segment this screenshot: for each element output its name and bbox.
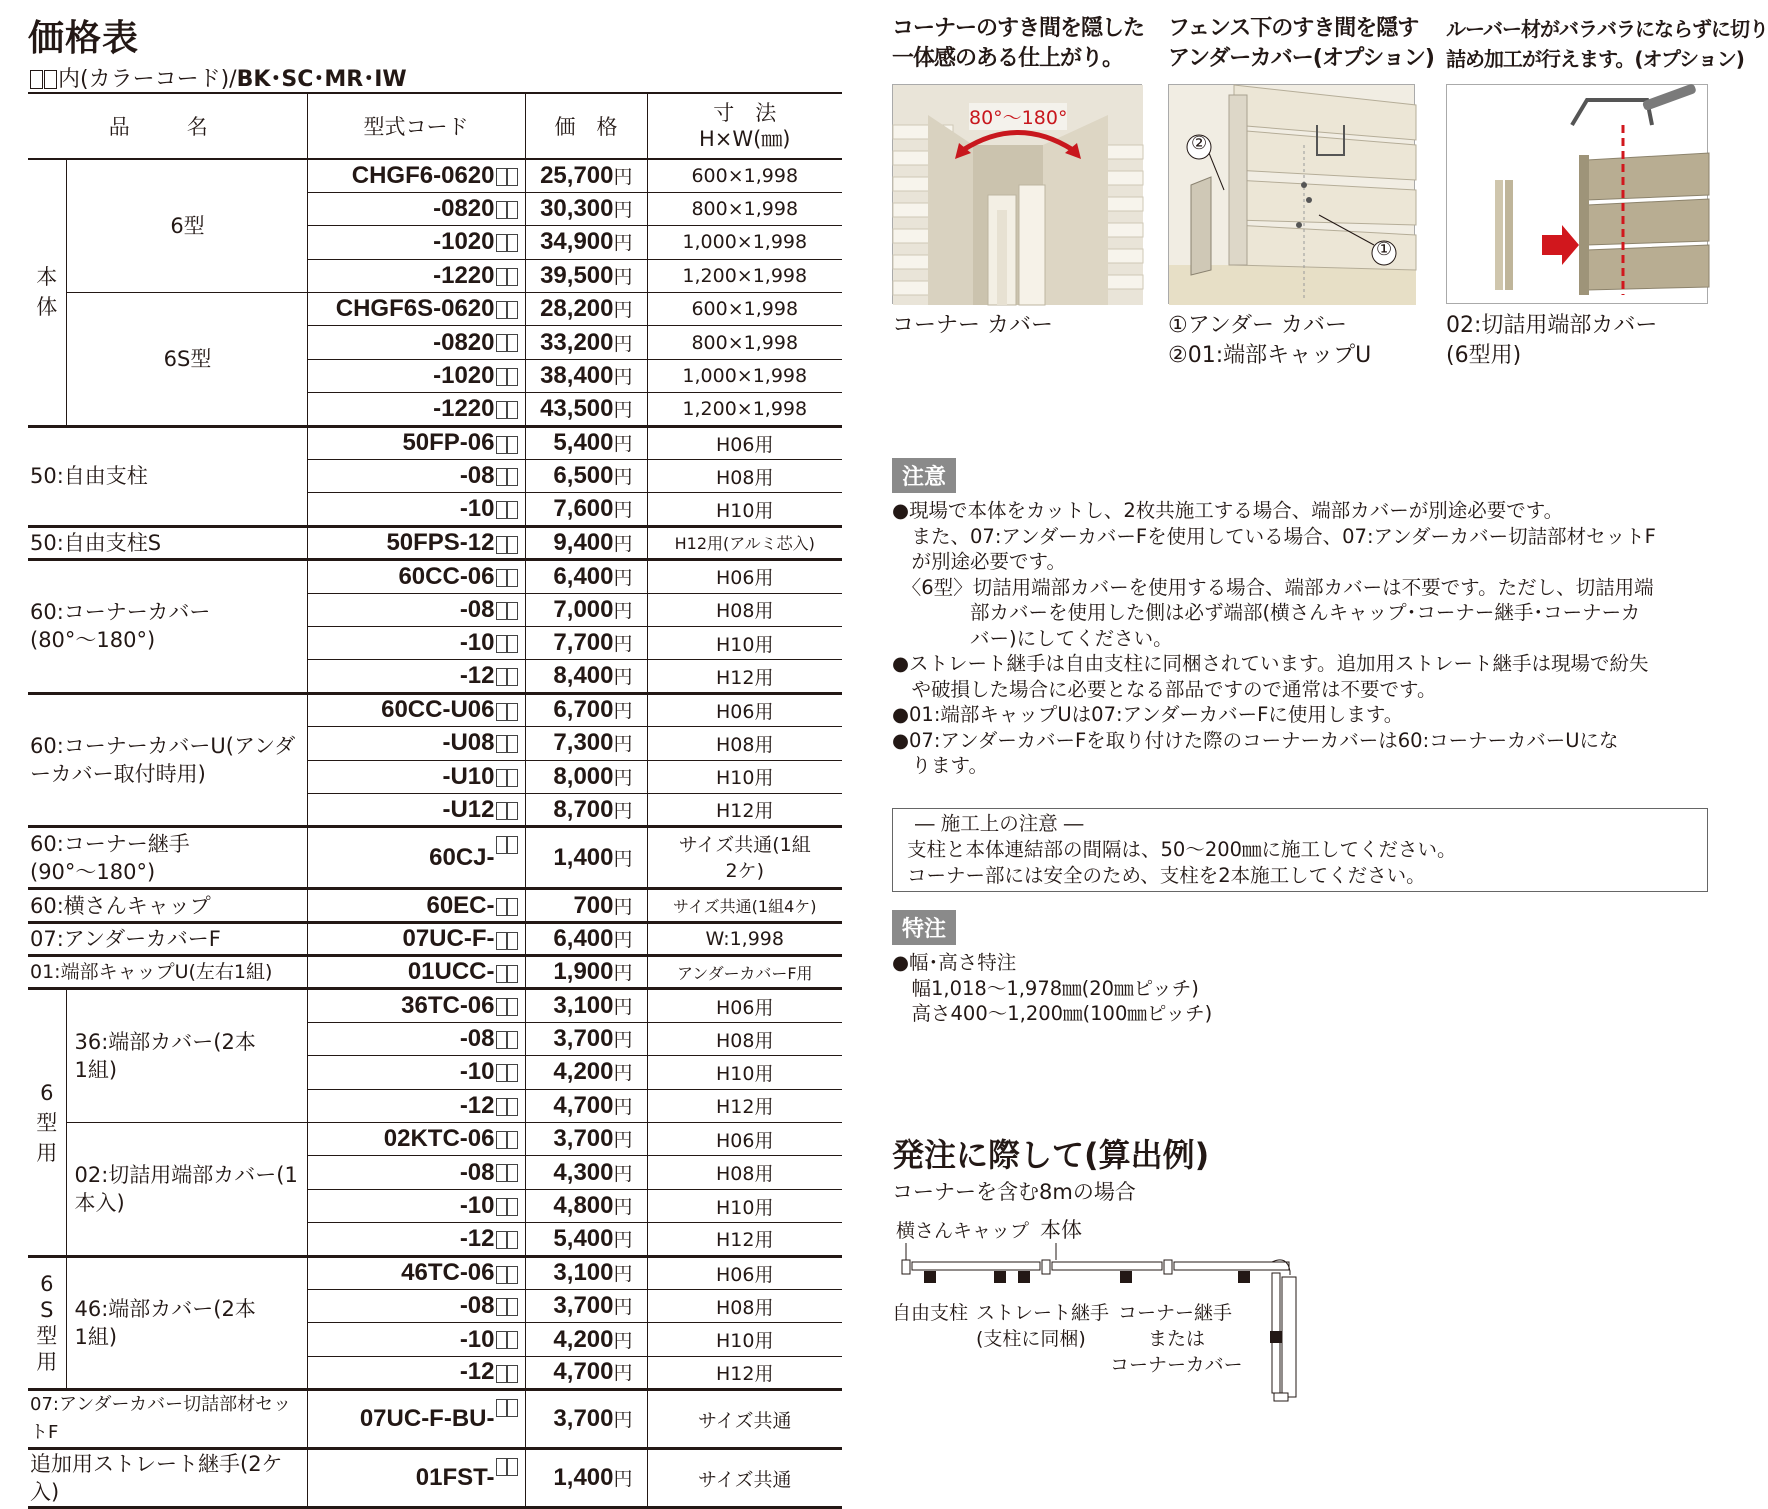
table-row: -10 4,800円 H10用 [28, 1189, 842, 1222]
table-row: -10 4,200円 H10用 [28, 1323, 842, 1356]
color-code-label: 内(カラーコード)/ [58, 67, 237, 92]
table-row: -U08 7,300円 H08用 [28, 727, 842, 760]
table-row: -10 7,700円 H10用 [28, 626, 842, 659]
table-row: -08 6,500円 H08用 [28, 460, 842, 493]
table-row: 02:切詰用端部カバー(1本入) 02KTC-06 3,700円 H06用 [28, 1123, 842, 1156]
label-corner-3: コーナーカバー [1110, 1354, 1243, 1376]
table-row: -0820 30,300円 800×1,998 [28, 192, 842, 225]
cut-cover-image [1446, 84, 1708, 304]
table-row: -1020 34,900円 1,000×1,998 [28, 226, 842, 259]
color-code-line [30, 62, 407, 93]
table-row: -08 3,700円 H08用 [28, 1290, 842, 1323]
caution-notes: ●現場で本体をカットし、2枚共施工する場合、端部カバーが別途必要です。 また、07:アンダーカバーFを使用している場合、07:アンダーカバー切詰部材セットF が別途必要です。 〈6型〉切詰用端部カバーを使用する場合、端部カバーは不要です。ただし、切詰用端 部カバーを使用した側は必ず端部(横さんキャップ･コーナー継手･コーナーカ バー)にしてください。 ●ストレート継手は自由支柱に同梱されています。追加用ストレート継手は現場で紛失 や破損した場合に必要となる部品ですので通常は不要です。 ●01:端部キャップUは07:アンダーカバーFに使用します。 ●07:アンダーカバーFを取り付けた際のコーナーカバーは60:コーナーカバーUにな ります。 [892, 499, 1656, 777]
callout-1: ① [1376, 239, 1393, 260]
type-6-label: 6型 [66, 159, 307, 293]
feature-corner-cover: コーナーのすき間を隠した 一体感のある仕上がり。 [892, 16, 1145, 71]
header-price: 価 格 [525, 93, 647, 159]
table-row: 07:アンダーカバーF 07UC-F- 6,400円 W:1,998 [28, 922, 842, 955]
table-row: 6S型 CHGF6S-0620 28,200円 600×1,998 [28, 293, 842, 326]
table-row: 60:コーナーカバーU(アンダーカバー取付時用) 60CC-U06 6,700円 H06用 [28, 693, 842, 726]
color-code-box [44, 70, 57, 89]
under-cover-caption-2: ②01:端部キャップU [1168, 343, 1372, 368]
label-body: 本体 [1040, 1218, 1082, 1242]
table-row: 50:自由支柱S 50FPS-12 9,400円 H12用(アルミ芯入) [28, 526, 842, 559]
table-row: 6型用 36:端部カバー(2本1組) 36TC-06 3,100円 H06用 [28, 989, 842, 1022]
table-row: -U12 8,700円 H12用 [28, 793, 842, 826]
table-row: 60:横さんキャップ 60EC- 700円 サイズ共通(1組4ケ) [28, 889, 842, 922]
table-row: 6S型用 46:端部カバー(2本1組) 46TC-06 3,100円 H06用 [28, 1256, 842, 1289]
table-row: -12 4,700円 H12用 [28, 1356, 842, 1389]
label-cap: 横さんキャップ [896, 1220, 1030, 1242]
callout-2: ② [1191, 133, 1208, 154]
label-straight-2: (支柱に同梱) [976, 1328, 1086, 1350]
table-row: 60:コーナー継手(90°〜180°) 60CJ- 1,400円 サイズ共通(1組2ケ) [28, 827, 842, 889]
table-header-row [28, 93, 842, 159]
under-cover-caption-1: ①アンダー カバー [1168, 313, 1347, 338]
cut-cover-caption-1: 02:切詰用端部カバー [1446, 313, 1658, 338]
header-name: 品 名 [28, 93, 307, 159]
feature-under-cover: フェンス下のすき間を隠す アンダーカバー(オプション) [1168, 16, 1434, 71]
corner-cover-image [892, 84, 1142, 304]
corner-cover-caption: コーナー カバー [892, 313, 1053, 338]
color-codes: BK･SC･MR･IW [236, 67, 407, 92]
table-row: -10 7,600円 H10用 [28, 493, 842, 526]
label-corner-1: コーナー継手 [1118, 1302, 1233, 1324]
table-row: 本体 6型 CHGF6-0620 25,700円 600×1,998 [28, 159, 842, 192]
table-row: 07:アンダーカバー切詰部材セットF 07UC-F-BU- 3,700円 サイズ共通 [28, 1390, 842, 1449]
label-corner-2: または [1148, 1328, 1206, 1350]
table-row: -0820 33,200円 800×1,998 [28, 326, 842, 359]
table-row: -12 5,400円 H12用 [28, 1223, 842, 1256]
special-notes: ●幅･高さ特注 幅1,018〜1,978㎜(20㎜ピッチ) 高さ400〜1,200㎜(100㎜ピッチ) [892, 951, 1213, 1025]
caution-tag: 注意 [892, 458, 956, 493]
cut-cover-caption-2: (6型用) [1446, 343, 1522, 368]
table-row: -12 4,700円 H12用 [28, 1089, 842, 1122]
label-straight-1: ストレート継手 [976, 1302, 1110, 1324]
header-size: 寸 法 H×W(㎜) [647, 93, 842, 159]
special-tag: 特注 [892, 910, 956, 945]
table-row: -1020 38,400円 1,000×1,998 [28, 359, 842, 392]
table-row: -U10 8,000円 H10用 [28, 760, 842, 793]
body-label: 本体 [28, 159, 66, 426]
table-row: -08 7,000円 H08用 [28, 593, 842, 626]
feature-cut-cover: ルーバー材がバラバラにならずに切り 詰め加工が行えます。(オプション) [1446, 17, 1768, 71]
install-note-box: ― 施工上の注意 ― 支柱と本体連結部の間隔は、50〜200㎜に施工してください。 コーナー部には安全のため、支柱を2本施工してください。 [892, 808, 1708, 892]
table-row: -1220 43,500円 1,200×1,998 [28, 393, 842, 426]
under-cover-image [1168, 84, 1415, 304]
header-model: 型式コード [307, 93, 525, 159]
label-post: 自由支柱 [892, 1302, 969, 1324]
order-subheading: コーナーを含む8mの場合 [892, 1180, 1136, 1204]
table-row: 60:コーナーカバー(80°〜180°) 60CC-06 6,400円 H06用 [28, 560, 842, 593]
table-row: -1220 39,500円 1,200×1,998 [28, 259, 842, 292]
page-title: 価格表 [28, 18, 140, 59]
table-row: -10 4,200円 H10用 [28, 1056, 842, 1089]
table-row: -12 8,400円 H12用 [28, 660, 842, 693]
order-heading: 発注に際して(算出例) [892, 1136, 1210, 1174]
table-row: 追加用ストレート継手(2ケ入) 01FST- 1,400円 サイズ共通 [28, 1449, 842, 1508]
table-row: -08 4,300円 H08用 [28, 1156, 842, 1189]
table-row: 50:自由支柱 50FP-06 5,400円 H06用 [28, 426, 842, 459]
table-row: 01:端部キャップU(左右1組) 01UCC- 1,900円 アンダーカバーF用 [28, 956, 842, 989]
angle-label: 80°〜180° [969, 103, 1067, 130]
price-table [28, 92, 842, 1509]
color-code-box [30, 70, 43, 89]
type-6s-label: 6S型 [66, 293, 307, 427]
table-row: -08 3,700円 H08用 [28, 1022, 842, 1055]
